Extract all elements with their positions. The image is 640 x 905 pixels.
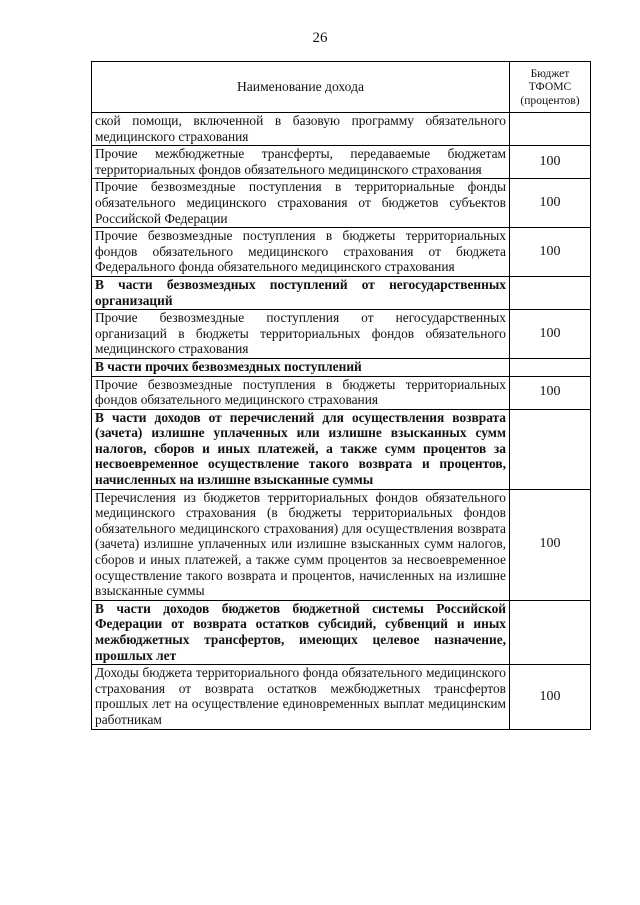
- section-header-row: [92, 276, 591, 309]
- column-header-budget: [510, 62, 591, 113]
- table-row: [92, 376, 591, 409]
- column-header-budget-line: Бюджет: [530, 66, 570, 80]
- budget-percent-cell: 100: [510, 179, 591, 228]
- table-row: [92, 113, 591, 146]
- table-row: [92, 489, 591, 600]
- table-row: [92, 665, 591, 729]
- budget-percent-cell: [510, 276, 591, 309]
- budget-percent-cell: [510, 113, 591, 146]
- section-header-cell: В части прочих безвозмездных поступлений: [92, 358, 510, 376]
- income-name-cell: Доходы бюджета территориального фонда обязательного медицинского страхования от возврата остатков межбюджетных трансфертов прошлых лет на осуществление единовременных выплат медицинским работникам: [92, 665, 510, 729]
- column-header-budget-line: ТФОМС: [528, 80, 572, 94]
- table-row: [92, 146, 591, 179]
- income-name-cell: Прочие безвозмездные поступления в территориальные фонды обязательного медицинского страхования от бюджетов субъектов Российской Федерации: [92, 179, 510, 228]
- column-header-budget-line: (процентов): [520, 93, 580, 107]
- budget-percent-cell: 100: [510, 489, 591, 600]
- page-number: 26: [312, 30, 328, 46]
- income-name-cell: Прочие безвозмездные поступления в бюджеты территориальных фондов обязательного медицинского страхования: [92, 376, 510, 409]
- section-header-cell: В части доходов бюджетов бюджетной системы Российской Федерации от возврата остатков субсидий, субвенций и иных межбюджетных трансфертов, имеющих целевое назначение, прошлых лет: [92, 600, 510, 664]
- income-name-cell: Прочие межбюджетные трансферты, передаваемые бюджетам территориальных фондов обязательного медицинского страхования: [92, 146, 510, 179]
- budget-percent-cell: [510, 409, 591, 489]
- income-name-cell: Перечисления из бюджетов территориальных фондов обязательного медицинского страхования (в бюджеты территориальных фондов обязательного медицинского страхования) для осуществления возврата (зачета) излишне уплаченных или излишне взысканных сумм налогов, сборов и иных платежей, а также сумм процентов за несвоевременное осуществление такого возврата и процентов, начисленных на излишне взысканные суммы: [92, 489, 510, 600]
- table-header-row: [92, 62, 591, 113]
- column-header-name: Наименование дохода: [92, 62, 510, 113]
- table-row: [92, 179, 591, 228]
- budget-percent-cell: 100: [510, 376, 591, 409]
- income-name-cell: Прочие безвозмездные поступления от негосударственных организаций в бюджеты территориальных фондов обязательного медицинского страхования: [92, 310, 510, 359]
- budget-percent-cell: [510, 358, 591, 376]
- section-header-cell: В части безвозмездных поступлений от негосударственных организаций: [92, 276, 510, 309]
- section-header-row: [92, 409, 591, 489]
- budget-percent-cell: [510, 600, 591, 664]
- section-header-row: [92, 358, 591, 376]
- income-table: [91, 61, 591, 730]
- budget-percent-cell: 100: [510, 665, 591, 729]
- budget-percent-cell: 100: [510, 310, 591, 359]
- table-row: [92, 310, 591, 359]
- budget-percent-cell: 100: [510, 146, 591, 179]
- section-header-row: [92, 600, 591, 664]
- income-name-cell: Прочие безвозмездные поступления в бюджеты территориальных фондов обязательного медицинского страхования от бюджета Федерального фонда обязательного медицинского страхования: [92, 228, 510, 277]
- table-row: [92, 228, 591, 277]
- section-header-cell: В части доходов от перечислений для осуществления возврата (зачета) излишне уплаченных или излишне взысканных сумм налогов, сборов и иных платежей, а также сумм процентов за несвоевременное осуществление такого возврата и процентов, начисленных на излишне взысканные суммы: [92, 409, 510, 489]
- income-name-cell: ской помощи, включенной в базовую программу обязательного медицинского страхования: [92, 113, 510, 146]
- budget-percent-cell: 100: [510, 228, 591, 277]
